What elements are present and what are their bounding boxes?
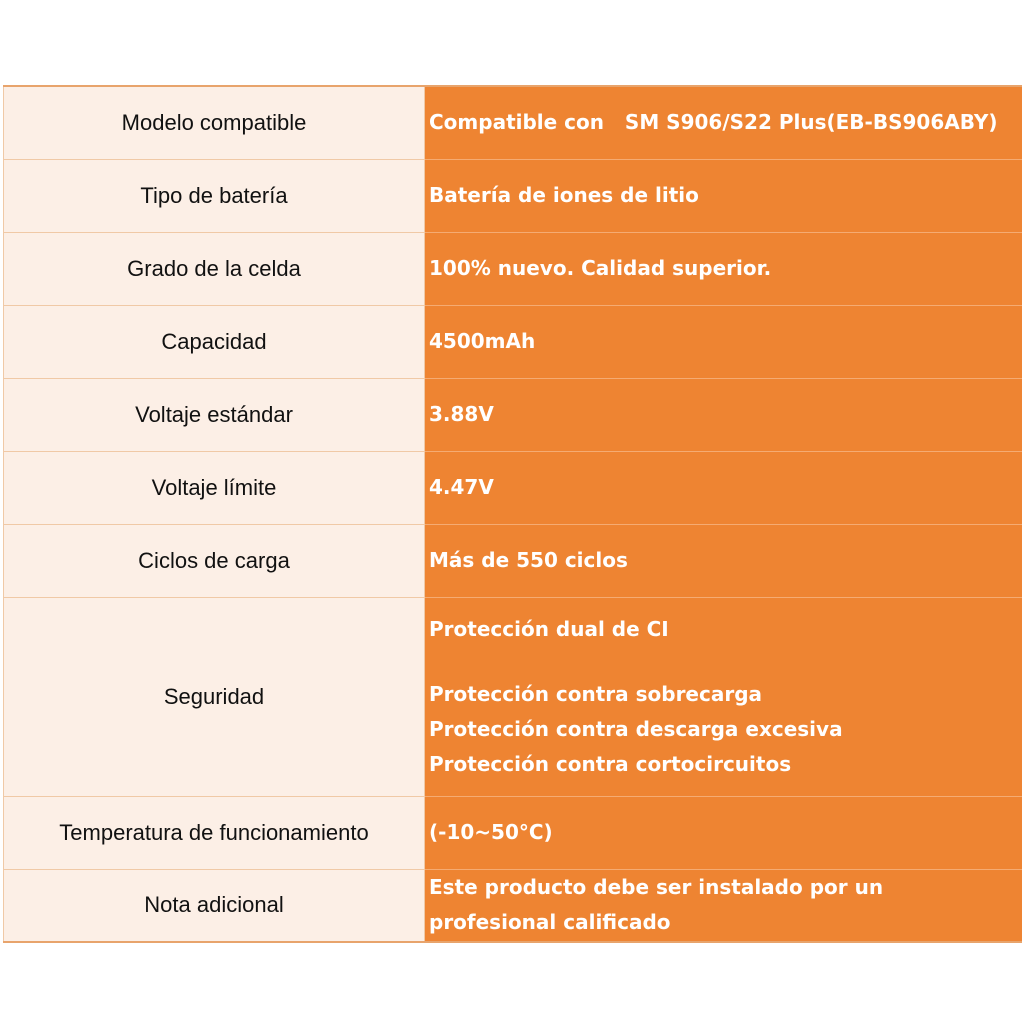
spec-value-line: Protección contra descarga excesiva	[429, 716, 843, 741]
spec-value: 3.88V	[425, 378, 1022, 451]
spec-row-cell-grade	[4, 232, 1022, 305]
spec-label: Seguridad	[4, 597, 425, 796]
spec-value-list	[425, 869, 1022, 942]
spec-row-safety	[4, 597, 1022, 796]
spec-label: Nota adicional	[4, 869, 425, 942]
spec-label: Modelo compatible	[4, 86, 425, 159]
spec-value-line: Protección dual de CI	[429, 616, 669, 641]
spec-label: Voltaje límite	[4, 451, 425, 524]
spec-row-charge-cycles	[4, 524, 1022, 597]
spec-row-additional-note	[4, 869, 1022, 942]
spec-value: Compatible con SM S906/S22 Plus(EB-BS906ABY)	[425, 86, 1022, 159]
spec-label: Voltaje estándar	[4, 378, 425, 451]
spec-label: Capacidad	[4, 305, 425, 378]
specifications-table	[3, 85, 1022, 943]
spec-value-list	[425, 597, 1022, 796]
spec-row-standard-voltage	[4, 378, 1022, 451]
spec-row-capacity	[4, 305, 1022, 378]
spec-value: Más de 550 ciclos	[425, 524, 1022, 597]
spec-row-operating-temperature	[4, 796, 1022, 869]
spec-value: 4500mAh	[425, 305, 1022, 378]
spec-row-compatible-model	[4, 86, 1022, 159]
spec-value-line: profesional calificado	[429, 910, 671, 935]
spec-label: Grado de la celda	[4, 232, 425, 305]
spec-value: (-10~50°C)	[425, 796, 1022, 869]
spec-value-line: Protección contra cortocircuitos	[429, 751, 792, 776]
spec-value: 100% nuevo. Calidad superior.	[425, 232, 1022, 305]
spec-value: 4.47V	[425, 451, 1022, 524]
spec-label: Tipo de batería	[4, 159, 425, 232]
spec-row-battery-type	[4, 159, 1022, 232]
spec-row-limit-voltage	[4, 451, 1022, 524]
spec-value: Batería de iones de litio	[425, 159, 1022, 232]
spec-value-line: Este producto debe ser instalado por un	[429, 875, 884, 900]
spec-label: Ciclos de carga	[4, 524, 425, 597]
spec-value-line: Protección contra sobrecarga	[429, 681, 763, 706]
spec-label: Temperatura de funcionamiento	[4, 796, 425, 869]
